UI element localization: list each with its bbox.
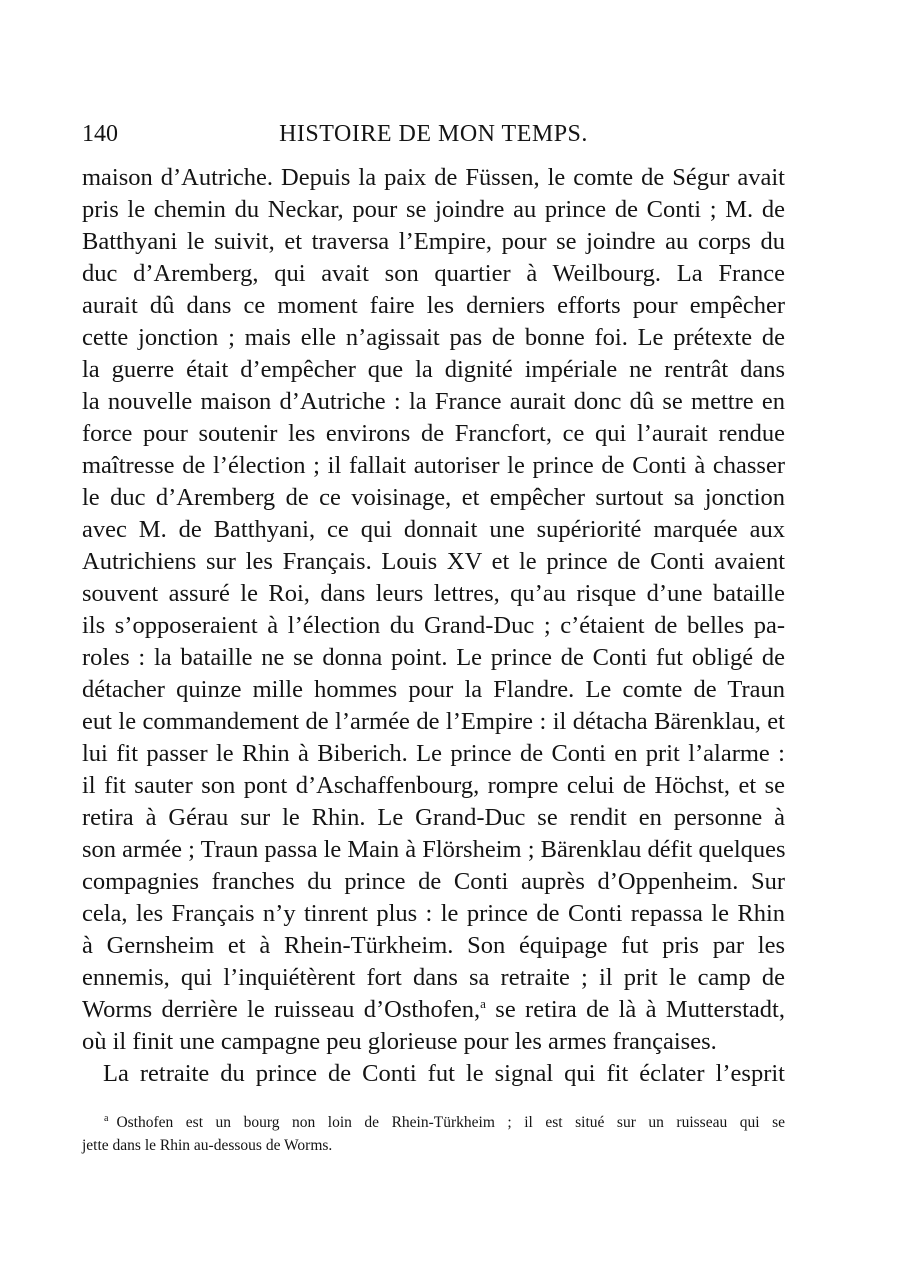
text-line: cette jonction ; mais elle n’agissait pas de bonne foi. Le prétexte de (82, 324, 785, 351)
footnote-text: Osthofen est un bourg non loin de Rhein-Türkheim ; il est situé sur un ruisseau qui se (116, 1114, 785, 1131)
text-line: maîtresse de l’élection ; il fallait autoriser le prince de Conti à chasser (82, 452, 785, 479)
text-line: ennemis, qui l’inquiétèrent fort dans sa retraite ; il prit le camp de (82, 964, 785, 991)
text-line: compagnies franches du prince de Conti auprès d’Oppenheim. Sur (82, 868, 785, 895)
paragraph-first-line: La retraite du prince de Conti fut le signal qui fit éclater l’esprit (103, 1060, 785, 1087)
text-line: Batthyani le suivit, et traversa l’Empire, pour se joindre au corps du (82, 228, 785, 255)
text-line: maison d’Autriche. Depuis la paix de Füssen, le comte de Ségur avait (82, 164, 785, 191)
text-line: force pour soutenir les environs de Francfort, ce qui l’aurait rendue (82, 420, 785, 447)
text-line: cela, les Français n’y tinrent plus : le prince de Conti repassa le Rhin (82, 900, 785, 927)
text-line: le duc d’Aremberg de ce voisinage, et empêcher surtout sa jonction (82, 484, 785, 511)
text-line (82, 994, 785, 1026)
text-line: détacher quinze mille hommes pour la Flandre. Le comte de Traun (82, 676, 785, 703)
text-line: retira à Gérau sur le Rhin. Le Grand-Duc se rendit en personne à (82, 804, 785, 831)
footnote-line: jette dans le Rhin au-dessous de Worms. (82, 1137, 333, 1154)
text-line: il fit sauter son pont d’Aschaffenbourg, rompre celui de Höchst, et se (82, 772, 785, 799)
text-line: lui fit passer le Rhin à Biberich. Le prince de Conti en prit l’alarme : (82, 740, 785, 767)
text-line: ils s’opposeraient à l’élection du Grand-Duc ; c’étaient de belles pa- (82, 612, 785, 639)
footnote-marker: a (104, 1112, 109, 1124)
text-line: duc d’Aremberg, qui avait son quartier à Weilbourg. La France (82, 260, 785, 287)
footnote (82, 1111, 785, 1157)
line-text: se retira de là à Mutterstadt, (485, 996, 785, 1023)
line-text: Worms derrière le ruisseau d’Osthofen, (82, 996, 481, 1023)
page-header (82, 116, 785, 152)
text-line: la nouvelle maison d’Autriche : la France aurait donc dû se mettre en (82, 388, 785, 415)
text-line: Autrichiens sur les Français. Louis XV et le prince de Conti avaient (82, 548, 785, 575)
footnote-reference[interactable]: a (480, 995, 486, 1011)
text-line: à Gernsheim et à Rhein-Türkheim. Son équipage fut pris par les (82, 932, 785, 959)
page-number: 140 (82, 121, 118, 147)
running-title: HISTOIRE DE MON TEMPS. (279, 121, 588, 147)
text-line: souvent assuré le Roi, dans leurs lettres, qu’au risque d’une bataille (82, 580, 785, 607)
text-line: pris le chemin du Neckar, pour se joindre au prince de Conti ; M. de (82, 196, 785, 223)
text-line: aurait dû dans ce moment faire les derniers efforts pour empêcher (82, 292, 785, 319)
text-line: avec M. de Batthyani, ce qui donnait une supériorité marquée aux (82, 516, 785, 543)
body-text (82, 162, 785, 1090)
text-line: son armée ; Traun passa le Main à Flörsheim ; Bärenklau défit quelques (82, 836, 786, 863)
text-line: la guerre était d’empêcher que la dignité impériale ne rentrât dans (82, 356, 785, 383)
footnote-line (82, 1111, 785, 1134)
text-line: eut le commandement de l’armée de l’Empire : il détacha Bärenklau, et (82, 708, 785, 735)
paragraph-last-line: où il finit une campagne peu glorieuse pour les armes françaises. (82, 1028, 717, 1055)
text-line: roles : la bataille ne se donna point. Le prince de Conti fut obligé de (82, 644, 785, 671)
